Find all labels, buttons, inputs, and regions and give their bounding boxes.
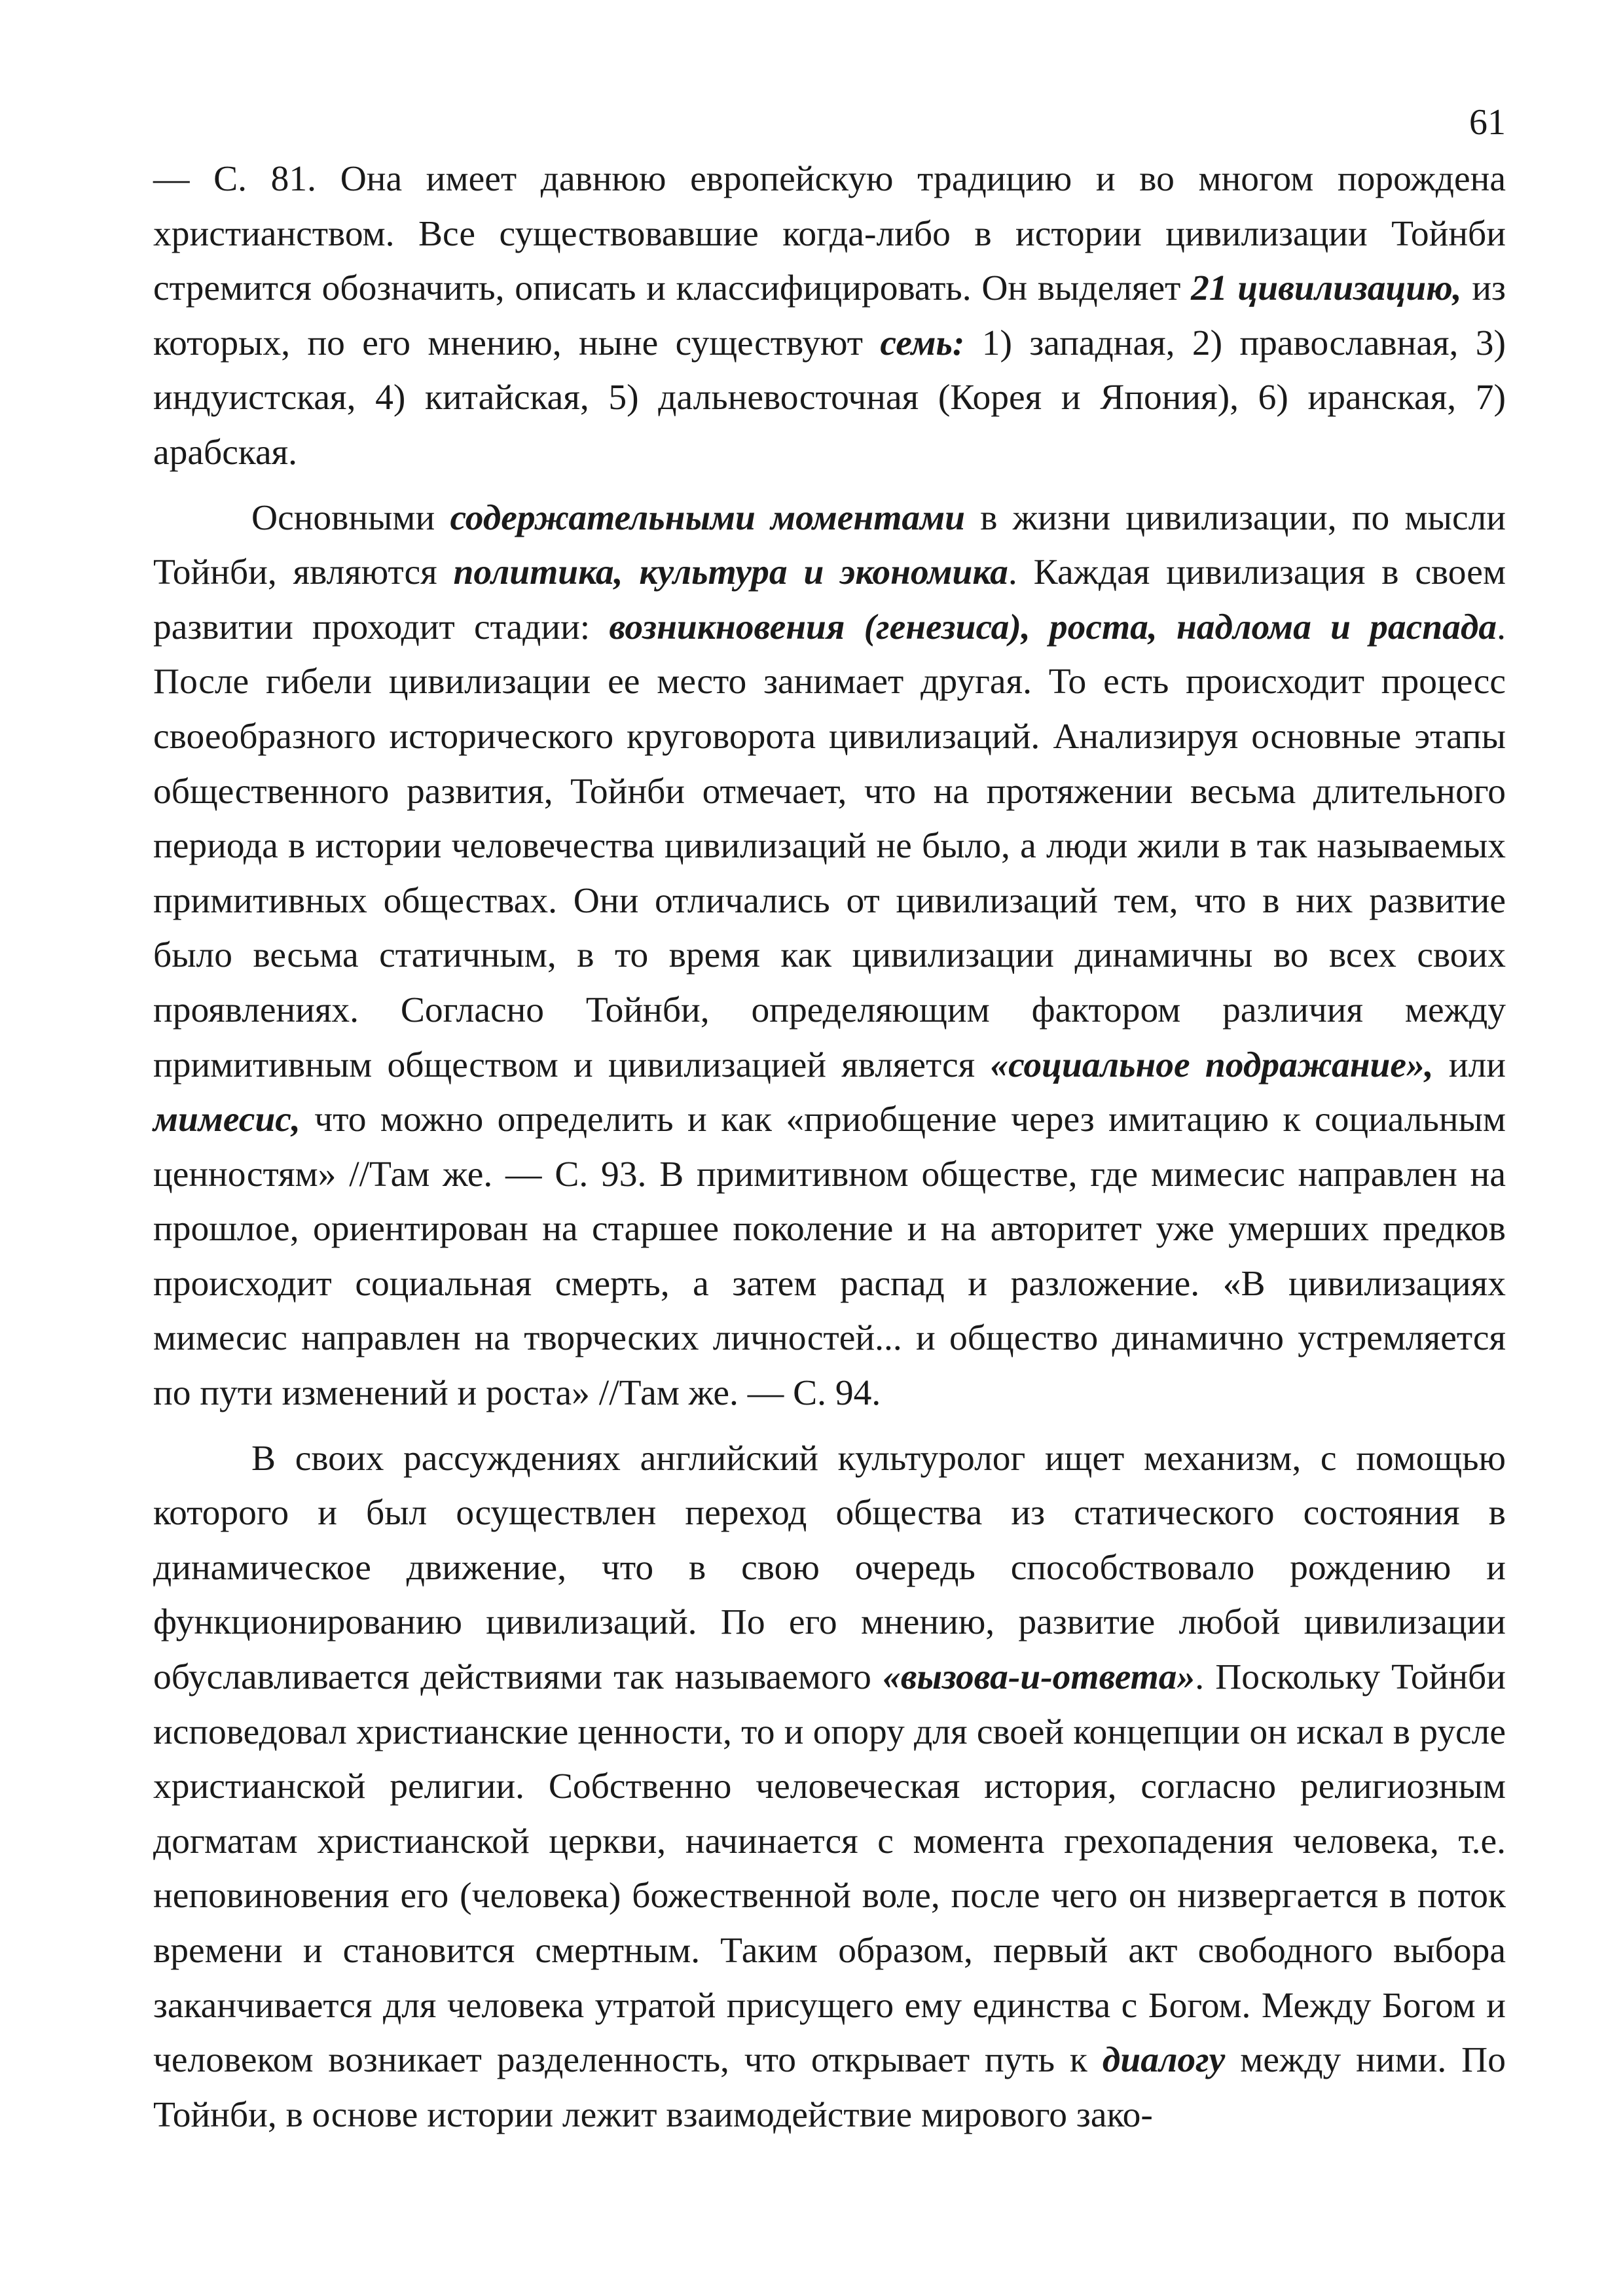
emphasis-span: «социальное подражание», <box>990 1045 1434 1085</box>
text-span: — С. 81. Она имеет давнюю европейскую традицию и во многом порождена христианством. Все существовавшие когда-либо в истории цивилизации Тойнби стремится обозначить, описать и классифицировать. Он выделяет <box>153 159 1506 309</box>
text-span: в жизни цивилизации, по мысли Тойнби, являются <box>153 497 1506 593</box>
text-span: между ними. По Тойнби, в основе истории лежит взаимодействие мирового зако- <box>153 2040 1506 2135</box>
body-text <box>153 152 1506 2142</box>
text-span: из которых, по его мнению, ныне существуют <box>153 268 1506 363</box>
text-span: или <box>1433 1045 1506 1085</box>
text-span: . Поскольку Тойнби исповедовал христианские ценности, то и опору для своей концепции он искал в русле христианской религии. Собственно человеческая история, согласно религиозным догматам христианской церкви, начинается с момента грехопадения человека, т.е. неповиновения его (человека) божественной воле, после чего он низвергается в поток времени и становится смертным. Таким образом, первый акт свободного выбора заканчивается для человека утратой присущего ему единства с Богом. Между Богом и человеком возникает разделенность, что открывает путь к <box>153 1657 1506 2081</box>
emphasis-span: диалогу <box>1102 2040 1226 2081</box>
text-span: что можно определить и как «приобщение через имитацию к социальным ценностям» //Там же. — С. 93. В примитивном обществе, где мимесис направлен на прошлое, ориентирован на старшее поколение и на авторитет уже умерших предков происходит социальная смерть, а затем распад и разложение. «В цивилизациях мимесис направлен на творческих личностей... и общество динамично устремляется по пути изменений и роста» //Там же. — С. 94. <box>153 1100 1506 1414</box>
text-span: В своих рассуждениях английский культуролог ищет механизм, с помощью которого и был осуществлен переход общества из статического состояния в динамическое движение, что в свою очередь способствовало рождению и функционированию цивилизаций. По его мнению, развитие любой цивилизации обуславливается действиями так называемого <box>153 1438 1506 1698</box>
emphasis-span: семь: <box>880 323 965 363</box>
emphasis-span: мимесис, <box>153 1100 301 1140</box>
paragraph-2 <box>153 491 1506 1421</box>
emphasis-span: политика, культура и экономика <box>453 552 1008 593</box>
emphasis-span: 21 цивилизацию, <box>1191 268 1462 309</box>
paragraph-1 <box>153 152 1506 480</box>
page-number: 61 <box>1469 102 1506 143</box>
text-span: 1) западная, 2) православная, 3) индуистская, 4) китайская, 5) дальневосточная (Корея и Япония), 6) иранская, 7) арабская. <box>153 323 1506 473</box>
emphasis-span: «вызова-и-ответа» <box>882 1657 1195 1698</box>
text-span: . Каждая цивилизация в своем развитии проходит стадии: <box>153 552 1506 647</box>
text-span: . После гибели цивилизации ее место занимает другая. То есть происходит процесс своеобразного исторического круговорота цивилизаций. Анализируя основные этапы общественного развития, Тойнби отмечает, что на протяжении весьма длительного периода в истории человечества цивилизаций не было, а люди жили в так называемых примитивных обществах. Они отличались от цивилизаций тем, что в них развитие было весьма статичным, в то время как цивилизации динамичны во всех своих проявлениях. Согласно Тойнби, определяющим фактором различия между примитивным обществом и цивилизацией является <box>153 607 1506 1085</box>
paragraph-3 <box>153 1431 1506 2143</box>
emphasis-span: возникновения (генезиса), роста, надлома и распада <box>609 607 1497 647</box>
emphasis-span: содержательными моментами <box>450 497 966 538</box>
text-span: Основными <box>251 497 450 538</box>
